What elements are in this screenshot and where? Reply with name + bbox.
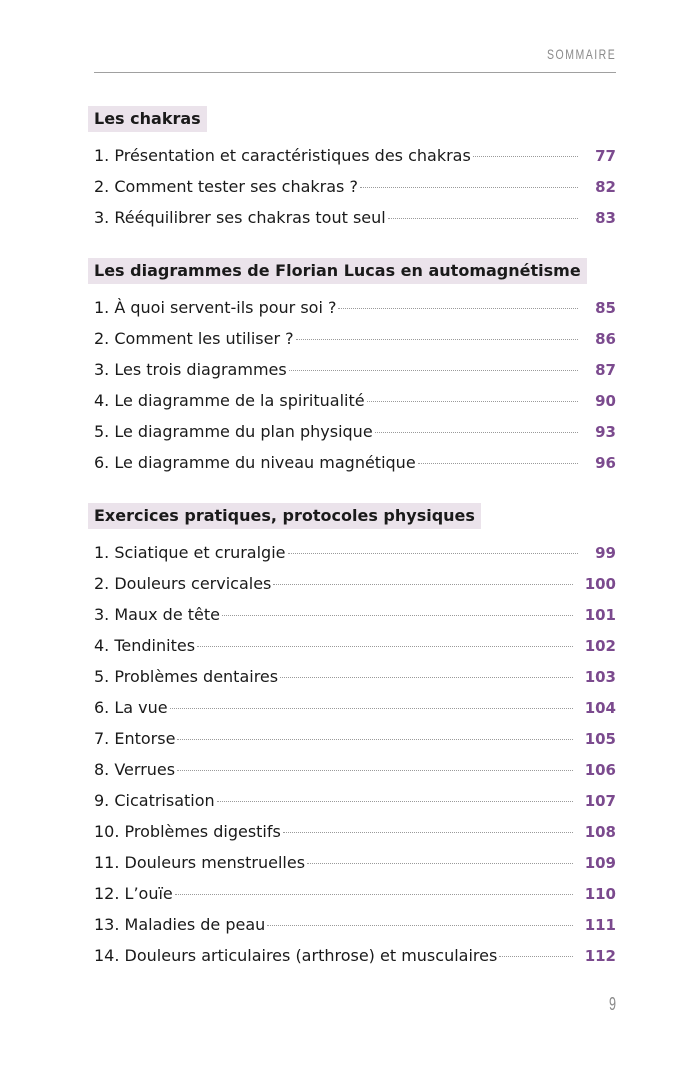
dot-leader: [296, 339, 578, 340]
dot-leader: [197, 646, 573, 647]
dot-leader: [267, 925, 572, 926]
entry-page-number: 100: [584, 575, 616, 593]
entry-page-number: 86: [595, 330, 616, 348]
toc-entry[interactable]: [94, 630, 616, 661]
toc-entry[interactable]: [94, 171, 616, 202]
dot-leader: [307, 863, 573, 864]
entry-page-number: 107: [584, 792, 616, 810]
dot-leader: [280, 677, 573, 678]
dot-leader: [177, 739, 572, 740]
entry-label: 11. Douleurs menstruelles: [94, 853, 306, 872]
entry-label: 6. La vue: [94, 698, 168, 717]
entry-label: 4. Le diagramme de la spiritualité: [94, 391, 365, 410]
toc-entry[interactable]: [94, 599, 616, 630]
dot-leader: [375, 432, 578, 433]
entry-label: 13. Maladies de peau: [94, 915, 266, 934]
entry-page-number: 101: [584, 606, 616, 624]
entry-label: 5. Le diagramme du plan physique: [94, 422, 373, 441]
entry-label: 8. Verrues: [94, 760, 176, 779]
toc-entry[interactable]: [94, 537, 616, 568]
header-rule: [94, 72, 616, 73]
entry-page-number: 77: [595, 147, 616, 165]
entry-page-number: 99: [595, 544, 616, 562]
entry-page-number: 105: [584, 730, 616, 748]
entry-label: 9. Cicatrisation: [94, 791, 215, 810]
dot-leader: [338, 308, 578, 309]
dot-leader: [288, 553, 579, 554]
toc-entry[interactable]: [94, 568, 616, 599]
entry-label: 4. Tendinites: [94, 636, 196, 655]
entry-page-number: 106: [584, 761, 616, 779]
dot-leader: [175, 894, 573, 895]
entry-label: 2. Comment tester ses chakras ?: [94, 177, 358, 196]
entry-label: 5. Problèmes dentaires: [94, 667, 279, 686]
entry-page-number: 90: [595, 392, 616, 410]
table-of-contents: [94, 106, 616, 996]
toc-entry[interactable]: [94, 292, 616, 323]
dot-leader: [217, 801, 573, 802]
entry-page-number: 93: [595, 423, 616, 441]
entry-label: 2. Comment les utiliser ?: [94, 329, 294, 348]
entry-label: 10. Problèmes digestifs: [94, 822, 281, 841]
toc-entry[interactable]: [94, 202, 616, 233]
entry-label: 1. À quoi servent-ils pour soi ?: [94, 298, 337, 317]
entry-page-number: 96: [595, 454, 616, 472]
dot-leader: [283, 832, 573, 833]
dot-leader: [499, 956, 572, 957]
toc-section: [94, 258, 616, 478]
toc-section: [94, 106, 616, 233]
entry-label: 3. Rééquilibrer ses chakras tout seul: [94, 208, 386, 227]
entry-page-number: 109: [584, 854, 616, 872]
entry-label: 12. L’ouïe: [94, 884, 173, 903]
entry-page-number: 110: [584, 885, 616, 903]
dot-leader: [388, 218, 578, 219]
dot-leader: [473, 156, 578, 157]
running-header: SOMMAIRE: [546, 46, 616, 62]
toc-entry[interactable]: [94, 816, 616, 847]
toc-entry[interactable]: [94, 847, 616, 878]
section-title: Exercices pratiques, protocoles physiques: [88, 503, 481, 529]
toc-entry[interactable]: [94, 723, 616, 754]
entry-page-number: 87: [595, 361, 616, 379]
toc-entry[interactable]: [94, 354, 616, 385]
entry-label: 1. Sciatique et cruralgie: [94, 543, 286, 562]
entry-page-number: 108: [584, 823, 616, 841]
dot-leader: [289, 370, 578, 371]
entry-label: 3. Les trois diagrammes: [94, 360, 287, 379]
toc-section: [94, 503, 616, 971]
dot-leader: [177, 770, 573, 771]
toc-entry[interactable]: [94, 416, 616, 447]
dot-leader: [360, 187, 578, 188]
entry-label: 3. Maux de tête: [94, 605, 220, 624]
toc-entry[interactable]: [94, 447, 616, 478]
entry-page-number: 85: [595, 299, 616, 317]
toc-entry[interactable]: [94, 140, 616, 171]
entry-label: 6. Le diagramme du niveau magnétique: [94, 453, 416, 472]
page-number: 9: [608, 994, 616, 1014]
toc-entry[interactable]: [94, 323, 616, 354]
toc-entry[interactable]: [94, 940, 616, 971]
toc-entry[interactable]: [94, 785, 616, 816]
dot-leader: [273, 584, 572, 585]
entry-page-number: 104: [584, 699, 616, 717]
toc-entry[interactable]: [94, 692, 616, 723]
dot-leader: [418, 463, 578, 464]
entry-page-number: 102: [584, 637, 616, 655]
entry-page-number: 103: [584, 668, 616, 686]
toc-entry[interactable]: [94, 909, 616, 940]
dot-leader: [367, 401, 578, 402]
toc-entry[interactable]: [94, 754, 616, 785]
entry-label: 2. Douleurs cervicales: [94, 574, 272, 593]
entry-label: 14. Douleurs articulaires (arthrose) et musculaires: [94, 946, 498, 965]
entry-page-number: 111: [584, 916, 616, 934]
dot-leader: [170, 708, 573, 709]
entry-page-number: 83: [595, 209, 616, 227]
toc-entry[interactable]: [94, 385, 616, 416]
toc-entry[interactable]: [94, 878, 616, 909]
entry-label: 7. Entorse: [94, 729, 176, 748]
section-title: Les chakras: [88, 106, 207, 132]
dot-leader: [222, 615, 573, 616]
toc-entry[interactable]: [94, 661, 616, 692]
section-title: Les diagrammes de Florian Lucas en automagnétisme: [88, 258, 587, 284]
entry-page-number: 112: [584, 947, 616, 965]
entry-page-number: 82: [595, 178, 616, 196]
entry-label: 1. Présentation et caractéristiques des chakras: [94, 146, 471, 165]
